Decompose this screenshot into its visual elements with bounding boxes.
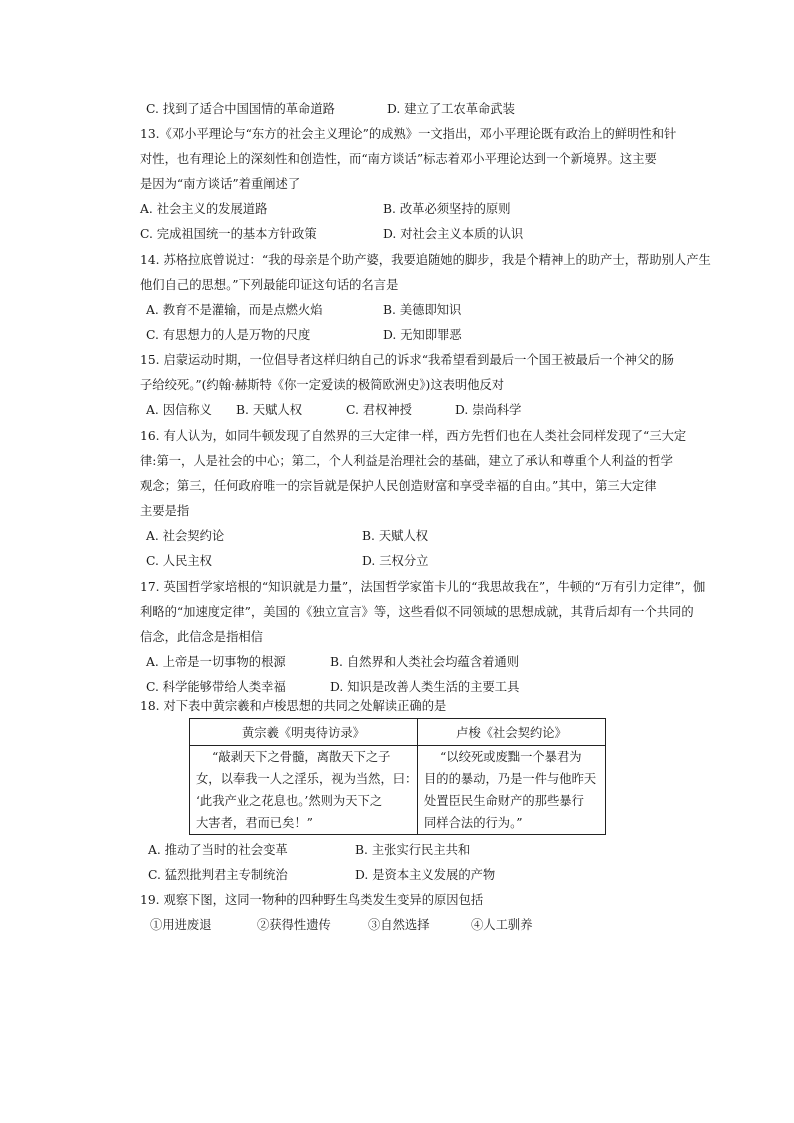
q18-rousseau-line-1: “以绞死或废黜一个暴君为 — [440, 750, 582, 764]
q18-table-header-rousseau: 卢梭《社会契约论》 — [418, 719, 606, 746]
q18-rousseau-line-4: 同样合法的行为。” — [424, 816, 523, 830]
q14-stem-line-2: 他们自己的思想。”下列最能印证这句话的名言是 — [140, 278, 399, 292]
q14-option-b: B. 美德即知识 — [383, 303, 462, 317]
q13-option-b: B. 改革必须坚持的原则 — [383, 202, 511, 216]
q18-option-d: D. 是资本主义发展的产物 — [355, 868, 496, 882]
q16-option-a: A. 社会契约论 — [146, 529, 225, 543]
q17-stem-line-1: 17. 英国哲学家培根的“知识就是力量”，法国哲学家笛卡儿的“我思故我在”，牛顿的“万有引力定律”，伽 — [140, 580, 706, 594]
q15-stem-line-1: 15. 启蒙运动时期，一位倡导者这样归纳自己的诉求“我希望看到最后一个国王被最后一个神父的肠 — [140, 353, 674, 367]
q17-option-c: C. 科学能够带给人类幸福 — [146, 680, 286, 694]
q18-stem: 18. 对下表中黄宗羲和卢梭思想的共同之处解读正确的是 — [140, 699, 447, 713]
q13-stem-line-1: 13.《邓小平理论与“东方的社会主义理论”的成熟》一文指出，邓小平理论既有政治上的鲜明性和针 — [140, 127, 677, 141]
q17-option-b: B. 自然界和人类社会均蕴含着通则 — [330, 655, 520, 669]
q15-option-a: A. 因信称义 — [146, 403, 212, 417]
q17-option-d: D. 知识是改善人类生活的主要工具 — [330, 680, 520, 694]
q18-rousseau-line-2: 目的的暴动，乃是一件与他昨天 — [424, 772, 597, 786]
q12-option-c: C. 找到了适合中国国情的革命道路 — [146, 102, 335, 116]
q18-option-a: A. 推动了当时的社会变革 — [148, 843, 288, 857]
q19-item-4: ④人工驯养 — [471, 918, 533, 932]
q19-item-1: ①用进废退 — [150, 918, 212, 932]
q18-huang-line-2: 女，以奉我一人之淫乐，视为当然，曰： — [196, 772, 418, 786]
q18-table-cell-huang — [190, 746, 418, 835]
q17-stem-line-3: 信念，此信念是指相信 — [140, 630, 263, 644]
q18-table-header-huang: 黄宗羲《明夷待访录》 — [190, 719, 418, 746]
q17-stem-line-2: 利略的“加速度定律”，美国的《独立宣言》等，这些看似不同领域的思想成就，其背后却有一个共同的 — [140, 605, 694, 619]
q17-option-a: A. 上帝是一切事物的根源 — [146, 655, 286, 669]
q12-option-d: D. 建立了工农革命武装 — [387, 102, 515, 116]
q13-option-c: C. 完成祖国统一的基本方针政策 — [140, 227, 317, 241]
q18-table-cell-rousseau — [418, 746, 606, 835]
q19-item-3: ③自然选择 — [368, 918, 430, 932]
q14-option-c: C. 有思想力的人是万物的尺度 — [146, 328, 311, 342]
q16-stem-line-3: 观念；第三，任何政府唯一的宗旨就是保护人民创造财富和享受幸福的自由。”其中，第三大定律 — [140, 479, 657, 493]
q18-option-c: C. 猛烈批判君主专制统治 — [148, 868, 288, 882]
q13-stem-line-3: 是因为“南方谈话”着重阐述了 — [140, 177, 301, 191]
q16-stem-line-2: 律:第一，人是社会的中心；第二，个人利益是治理社会的基础，建立了承认和尊重个人利益的哲学 — [140, 454, 673, 468]
q18-huang-line-3: ‘此我产业之花息也。’然则为天下之 — [196, 794, 383, 808]
q14-option-a: A. 教育不是灌输，而是点燃火焰 — [146, 303, 323, 317]
q16-option-b: B. 天赋人权 — [362, 529, 429, 543]
q13-stem-line-2: 对性，也有理论上的深刻性和创造性，而“南方谈话”标志着邓小平理论达到一个新境界。这主要 — [140, 152, 657, 166]
q19-stem: 19. 观察下图，这同一物种的四种野生鸟类发生变异的原因包括 — [140, 893, 484, 907]
q18-huang-line-4: 大害者，君而已矣！” — [196, 816, 313, 830]
q18-comparison-table — [189, 718, 606, 835]
q14-option-d: D. 无知即罪恶 — [383, 328, 462, 342]
q15-option-b: B. 天赋人权 — [236, 403, 303, 417]
q18-rousseau-line-3: 处置臣民生命财产的那些暴行 — [424, 794, 584, 808]
q18-huang-line-1: “敲剥天下之骨髓，离散天下之子 — [212, 750, 391, 764]
q15-stem-line-2: 子给绞死。”(约翰·赫斯特《你一定爱读的极简欧洲史》)这表明他反对 — [140, 378, 505, 392]
q13-option-a: A. 社会主义的发展道路 — [140, 202, 268, 216]
q18-option-b: B. 主张实行民主共和 — [355, 843, 471, 857]
q13-option-d: D. 对社会主义本质的认识 — [383, 227, 524, 241]
q16-option-c: C. 人民主权 — [146, 554, 212, 568]
q16-option-d: D. 三权分立 — [362, 554, 429, 568]
q15-option-c: C. 君权神授 — [346, 403, 412, 417]
q15-option-d: D. 崇尚科学 — [455, 403, 522, 417]
q16-stem-line-4: 主要是指 — [140, 504, 190, 518]
q16-stem-line-1: 16. 有人认为，如同牛顿发现了自然界的三大定律一样，西方先哲们也在人类社会同样发现了“三大定 — [140, 429, 687, 443]
q19-item-2: ②获得性遗传 — [257, 918, 331, 932]
q14-stem-line-1: 14. 苏格拉底曾说过：“我的母亲是个助产婆，我要追随她的脚步，我是个精神上的助产士，帮助别人产生 — [140, 253, 711, 267]
